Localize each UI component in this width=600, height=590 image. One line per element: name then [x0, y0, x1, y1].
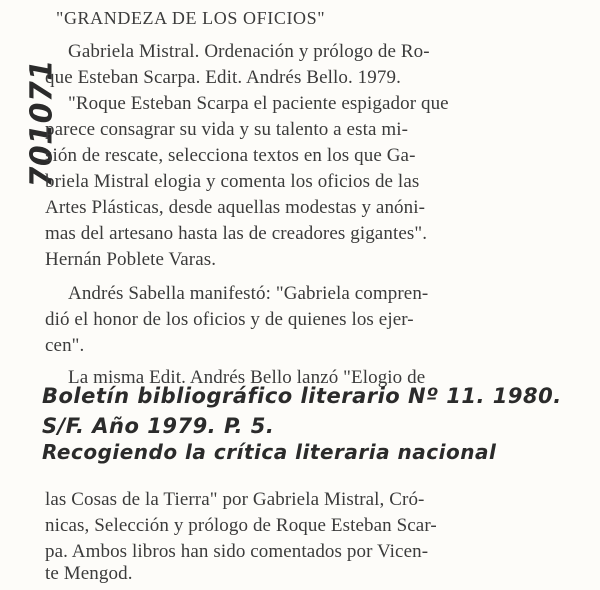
text-line: Andrés Sabella manifestó: "Gabriela compren- [68, 283, 429, 304]
text-line: sión de rescate, selecciona textos en los que Ga- [45, 145, 416, 166]
text-line: que Esteban Scarpa. Edit. Andrés Bello. 1979. [45, 67, 401, 88]
text-line: Gabriela Mistral. Ordenación y prólogo de Ro- [68, 41, 430, 62]
text-line: briela Mistral elogia y comenta los oficios de las [45, 171, 420, 192]
handwritten-note-line: Boletín bibliográfico literario Nº 11. 1980. [42, 384, 562, 408]
handwritten-note-line: S/F. Año 1979. P. 5. [42, 414, 275, 438]
text-line: "Roque Esteban Scarpa el paciente espigador que [68, 93, 449, 114]
text-line: pa. Ambos libros han sido comentados por Vicen- [45, 541, 429, 562]
handwritten-note-line: Recogiendo la crítica literaria nacional [42, 440, 497, 464]
text-line: parece consagrar su vida y su talento a esta mi- [45, 119, 409, 140]
text-line: dió el honor de los oficios y de quienes los ejer- [45, 309, 414, 330]
clipping-title: "GRANDEZA DE LOS OFICIOS" [56, 8, 326, 28]
text-line: Hernán Poblete Varas. [45, 249, 217, 270]
text-line: cen". [45, 335, 85, 356]
text-line: te Mengod. [45, 563, 133, 584]
text-line: las Cosas de la Tierra" por Gabriela Mistral, Cró- [45, 489, 425, 510]
text-line: mas del artesano hasta las de creadores gigantes". [45, 223, 428, 244]
text-line: La misma Edit. Andrés Bello lanzó "Elogio de [68, 367, 426, 388]
text-line: nicas, Selección y prólogo de Roque Esteban Scar- [45, 515, 437, 536]
handwritten-margin-number: 701071 [24, 59, 60, 188]
text-line: Artes Plásticas, desde aquellas modestas y anóni- [45, 197, 426, 218]
